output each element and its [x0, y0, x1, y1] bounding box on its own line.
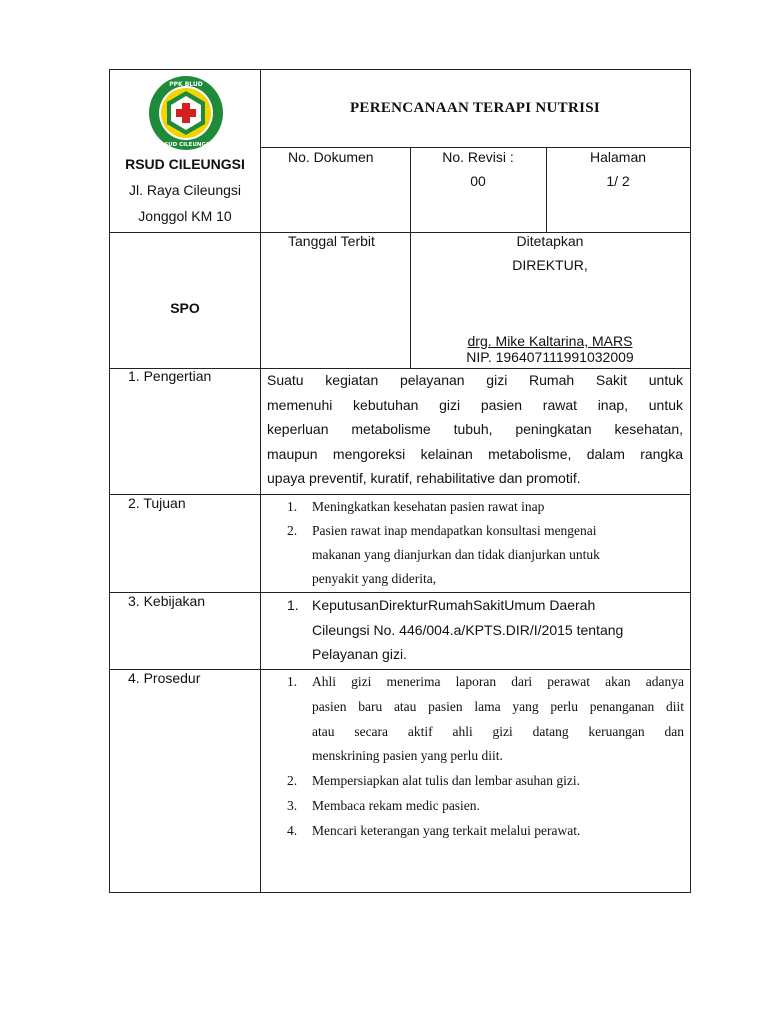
list-line: pasien baru atau pasien lama yang perlu penanganan diit: [312, 698, 684, 714]
institution-name: RSUD CILEUNGSI: [125, 156, 245, 172]
tujuan-list: [282, 495, 684, 591]
logo-text-top: PPK BLUD: [169, 81, 203, 88]
list-item: [282, 495, 684, 519]
director-position: DIREKTUR,: [512, 257, 588, 273]
ditetapkan-label: Ditetapkan: [516, 233, 584, 249]
list-number: 2.: [287, 523, 298, 538]
document-title: PERENCANAAN TERAPI NUTRISI: [349, 100, 601, 116]
address-line-1: Jl. Raya Cileungsi: [128, 182, 242, 198]
list-line: Pelayanan gizi.: [312, 646, 407, 662]
list-item: [282, 593, 684, 667]
pengertian-line: maupun mengoreksi kelainan metabolisme, dalam rangka: [267, 445, 683, 462]
tanggal-terbit-label: Tanggal Terbit: [288, 233, 375, 249]
list-item: [282, 819, 684, 844]
hospital-logo: [148, 75, 224, 151]
halaman-label: Halaman: [589, 149, 647, 165]
director-nip: NIP. 196407111991032009: [466, 349, 634, 365]
list-line: Pasien rawat inap mendapatkan konsultasi mengenai: [312, 523, 597, 538]
list-line: menskrining pasien yang perlu diit.: [312, 748, 503, 764]
list-item: [282, 519, 684, 591]
list-line: Mencari keterangan yang terkait melalui perawat.: [312, 822, 581, 838]
kebijakan-list: [282, 593, 684, 667]
left-column-divider: [260, 70, 261, 892]
list-line: atau secara aktif ahli gizi datang keruangan dan: [312, 723, 684, 739]
list-item: [282, 769, 684, 794]
prosedur-label: 4. Prosedur: [128, 670, 201, 686]
halaman-value: 1/ 2: [606, 173, 630, 189]
list-number: 3.: [287, 797, 298, 813]
tujuan-label: 2. Tujuan: [128, 495, 186, 511]
list-number: 1.: [287, 674, 298, 689]
pengertian-line: upaya preventif, kuratif, rehabilitative dan promotif.: [267, 470, 581, 486]
director-name: drg. Mike Kaltarina, MARS: [467, 333, 633, 349]
pengertian-label: 1. Pengertian: [128, 368, 212, 384]
no-revisi-value: 00: [470, 173, 486, 189]
address-line-2: Jonggol KM 10: [138, 208, 232, 224]
list-line: Mempersiapkan alat tulis dan lembar asuhan gizi.: [312, 773, 581, 789]
pengertian-line: Suatu kegiatan pelayanan gizi Rumah Sakit untuk: [267, 372, 683, 388]
list-line: Meningkatkan kesehatan pasien rawat inap: [312, 499, 545, 514]
list-item: [282, 794, 684, 819]
sop-document: [109, 69, 691, 893]
list-number: 2.: [287, 773, 298, 789]
no-dokumen-label: No. Dokumen: [288, 149, 374, 165]
prosedur-list: [282, 670, 684, 844]
kebijakan-label: 3. Kebijakan: [128, 593, 206, 609]
list-number: 1.: [287, 499, 298, 514]
list-item: [282, 670, 684, 769]
list-number: 1.: [287, 597, 299, 613]
spo-label: SPO: [170, 300, 200, 316]
list-number: 4.: [287, 822, 298, 838]
title-row-divider: [260, 147, 690, 148]
list-line: KeputusanDirekturRumahSakitUmum Daerah: [312, 597, 596, 613]
no-revisi-label: No. Revisi :: [442, 149, 514, 165]
list-line: Ahli gizi menerima laporan dari perawat akan adanya: [312, 674, 684, 689]
pengertian-line: keperluan metabolisme tubuh, peningkatan kesehatan,: [267, 421, 683, 437]
list-line: makanan yang dianjurkan dan tidak dianjurkan untuk: [312, 547, 600, 562]
logo-text-bottom: RSUD CILEUNGSI: [159, 142, 213, 148]
list-line: penyakit yang diderita,: [312, 571, 437, 586]
pengertian-line: memenuhi kebutuhan gizi pasien rawat inap, untuk: [267, 396, 683, 413]
list-line: Cileungsi No. 446/004.a/KPTS.DIR/I/2015 tentang: [312, 621, 624, 638]
list-line: Membaca rekam medic pasien.: [312, 797, 480, 813]
pengertian-text: [267, 368, 683, 491]
